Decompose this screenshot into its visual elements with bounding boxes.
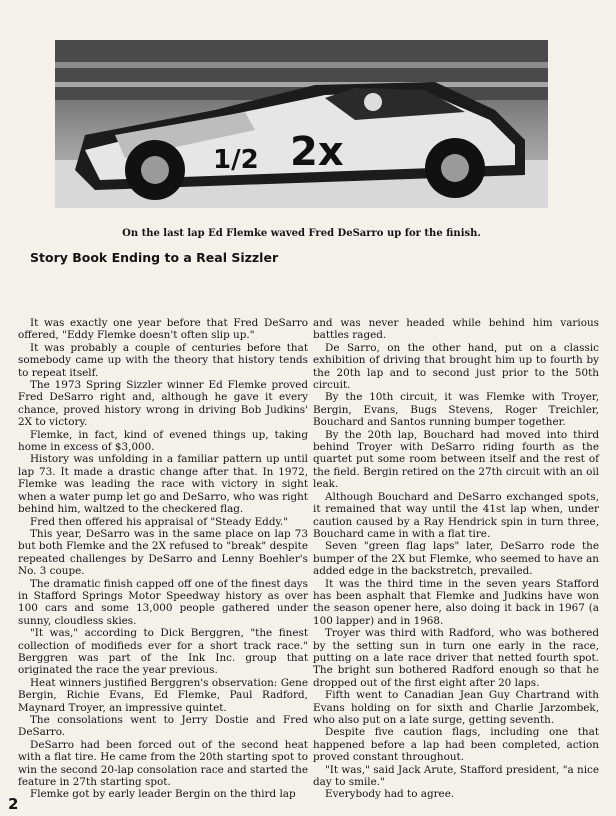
paragraph: Seven "green flag laps" later, DeSarro rode the bumper of the 2X but Flemke, who seemed to have an added edge in the backstretch, prevailed.	[313, 540, 599, 578]
paragraph: The 1973 Spring Sizzler winner Ed Flemke proved Fred DeSarro right and, although he gave it every chance, proved history wrong in driving Bob Judkins' 2X to victory.	[18, 379, 308, 429]
paragraph: De Sarro, on the other hand, put on a classic exhibition of driving that brought him up to fourth by the 20th lap and to second just prior to the 50th circuit.	[313, 341, 599, 392]
paragraph: The dramatic finish capped off one of the finest days in Stafford Springs Motor Speedway history as over 100 cars and some 13,000 people gathered under sunny, cloudless skies.	[18, 577, 308, 627]
article-headline: Story Book Ending to a Real Sizzler	[30, 250, 279, 265]
race-car-illustration	[55, 40, 548, 208]
paragraph: It was exactly one year before that Fred DeSarro offered, "Eddy Flemke doesn't often slip up."	[18, 317, 308, 342]
paragraph: Flemke got by early leader Bergin on the third lap	[30, 788, 296, 801]
paragraph: It was probably a couple of centuries before that somebody came up with the theory that history tends to repeat itself.	[18, 341, 308, 379]
car-side-number-text: 1/2	[213, 145, 259, 175]
paragraph: Although Bouchard and DeSarro exchanged spots, it remained that way until the 41st lap when, under caution caused by a Ray Hendrick spin in turn three, Bouchard came in with a flat tire.	[313, 490, 599, 540]
paragraph: Fifth went to Canadian Jean Guy Chartrand with Evans holding on for sixth and Charlie Jarzombek, who also put on a late surge, getting seventh.	[313, 689, 599, 726]
paragraph: History was unfolding in a familiar pattern up until lap 73. It made a drastic change after that. In 1972, Flemke was leading the race with victory in sight when a water pump let go and DeSarro, who was right behind him, waltzed to the checkered flag.	[18, 453, 308, 516]
paragraph: Flemke, in fact, kind of evened things up, taking home in excess of $3,000.	[18, 428, 308, 454]
paragraph: By the 10th circuit, it was Flemke with Troyer, Bergin, Evans, Bugs Stevens, Roger Treichler, Bouchard and Santos running bumper together.	[313, 391, 599, 429]
article-right-column	[313, 317, 599, 801]
paragraph: Fred then offered his appraisal of "Steady Eddy."	[30, 515, 289, 528]
paragraph-continued: and was never headed while behind him various battles raged.	[313, 317, 599, 342]
paragraph: Troyer was third with Radford, who was bothered by the setting sun in turn one early in the race, putting on a late race driver that netted fourth spot. The bright sun bothered Radford enough so that he dropped out of the first eight after 20 laps.	[313, 627, 599, 689]
paragraph: By the 20th lap, Bouchard had moved into third behind Troyer with DeSarro riding fourth as the quartet put some room between itself and the rest of the field. Bergin retired on the 27th circuit with an oil leak.	[313, 428, 599, 491]
paragraph: "It was," said Jack Arute, Stafford president, "a nice day to smile."	[313, 763, 599, 789]
car-number-text: 2x	[290, 129, 344, 175]
paragraph: DeSarro had been forced out of the second heat with a flat tire. He came from the 20th starting spot to win the second 20-lap consolation race and started the feature in 27th starting spot.	[18, 738, 308, 789]
race-car-photo	[55, 40, 548, 208]
paragraph: The consolations went to Jerry Dostie and Fred DeSarro.	[18, 714, 308, 739]
paragraph: Despite five caution flags, including one that happened before a lap had been completed, action proved constant throughout.	[313, 726, 599, 764]
paragraph: It was the third time in the seven years Stafford has been asphalt that Flemke and Judkins have won the season opener here, also doing it back in 1967 (a 100 lapper) and in 1968.	[313, 577, 599, 627]
article-left-column	[18, 317, 308, 801]
photo-caption: On the last lap Ed Flemke waved Fred DeSarro up for the finish.	[122, 228, 481, 239]
paragraph: "It was," according to Dick Berggren, "the finest collection of modifieds ever for a short track race." Berggren was part of the Ink Inc. group that originated the race the year previous.	[18, 627, 308, 677]
paragraph: Heat winners justified Berggren's observation: Gene Bergin, Richie Evans, Ed Flemke, Paul Radford, Maynard Troyer, an impressive quintet.	[18, 676, 308, 714]
page-number: 2	[8, 795, 19, 813]
paragraph: This year, DeSarro was in the same place on lap 73 but both Flemke and the 2X refused to "break" despite repeated challenges by DeSarro and Lenny Boehler's No. 3 coupe.	[18, 527, 308, 578]
paragraph: Everybody had to agree.	[325, 788, 455, 801]
